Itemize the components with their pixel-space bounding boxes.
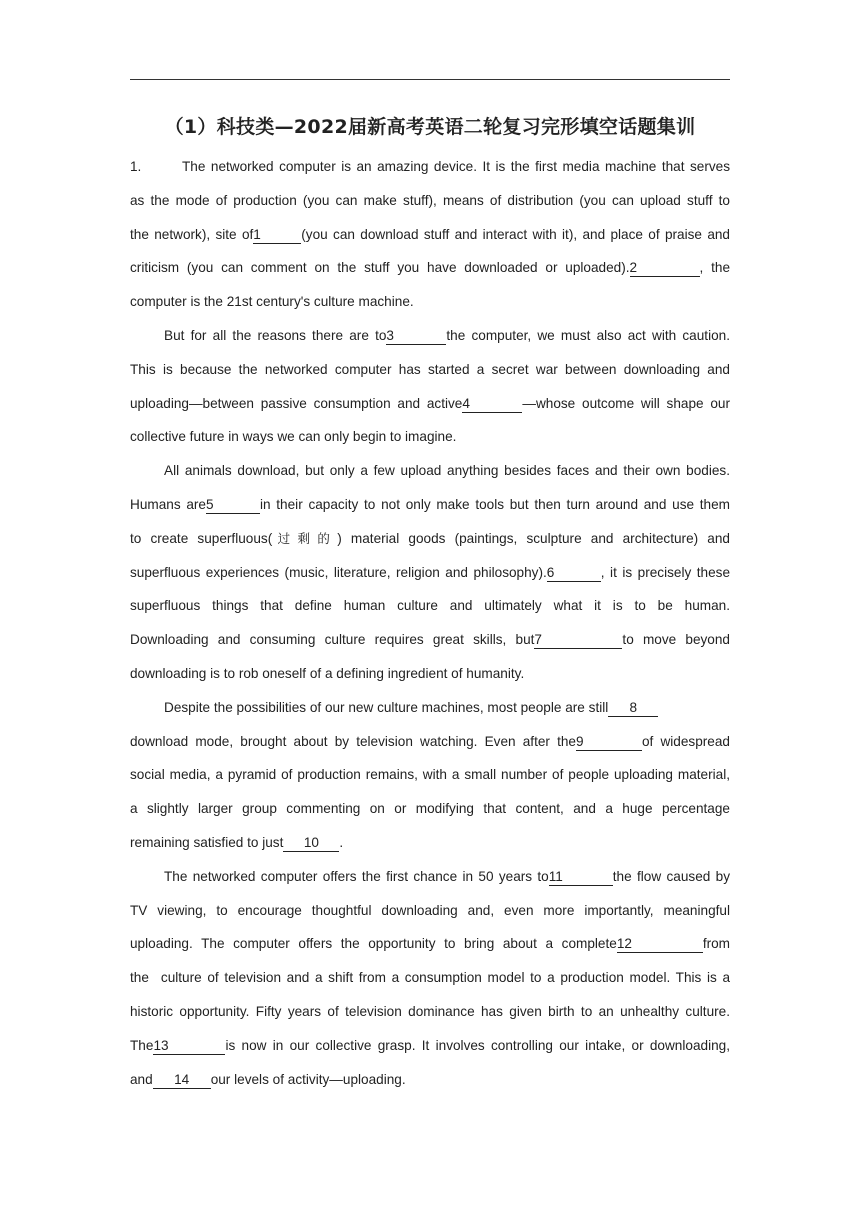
- passage-line: All animals download, but only a few upload anything besides faces and their own bodies.: [164, 463, 730, 479]
- header-rule: [130, 79, 730, 80]
- passage-line: uploading. The computer offers the opportunity to bring about a complete12 from: [130, 936, 730, 952]
- passage-line: uploading—between passive consumption and active4 —whose outcome will shape our: [130, 395, 730, 411]
- passage-line: But for all the reasons there are to3 the computer, we must also act with caution.: [164, 327, 730, 343]
- passage-line: social media, a pyramid of production remains, with a small number of people uploading material,: [130, 767, 730, 783]
- blank-2[interactable]: 2: [630, 260, 700, 277]
- passage-line: to create superfluous(过剩的) material goods (paintings, sculpture and architecture) and: [130, 530, 730, 546]
- blank-5[interactable]: 5: [206, 497, 260, 514]
- passage-line: The networked computer offers the first chance in 50 years to11 the flow caused by: [164, 868, 730, 884]
- passage-line: This is because the networked computer has started a secret war between downloading and: [130, 361, 730, 377]
- blank-12[interactable]: 12: [617, 936, 703, 953]
- passage-line: downloading is to rob oneself of a defining ingredient of humanity.: [130, 665, 525, 681]
- blank-10[interactable]: 10: [283, 835, 339, 852]
- blank-8[interactable]: 8: [608, 700, 658, 717]
- passage-line: Downloading and consuming culture requires great skills, but7 to move beyond: [130, 632, 730, 648]
- passage-line: criticism (you can comment on the stuff you have downloaded or uploaded).2 , the: [130, 260, 730, 276]
- passage-line: superfluous experiences (music, literature, religion and philosophy).6 , it is precisely these: [130, 564, 730, 580]
- blank-11[interactable]: 11: [549, 869, 613, 886]
- passage-line: a slightly larger group commenting on or modifying that content, and a huge percentage: [130, 801, 730, 817]
- passage-line: download mode, brought about by television watching. Even after the9 of widespread: [130, 733, 730, 749]
- passage-line: Humans are5 in their capacity to not only make tools but then turn around and use them: [130, 496, 730, 512]
- passage-line: the culture of television and a shift from a consumption model to a production model. This is a: [130, 970, 730, 986]
- passage: [130, 150, 730, 1096]
- blank-9[interactable]: 9: [576, 734, 642, 751]
- blank-1[interactable]: 1: [253, 227, 301, 244]
- blank-13[interactable]: 13: [153, 1038, 225, 1055]
- blank-7[interactable]: 7: [534, 632, 622, 649]
- passage-line: TV viewing, to encourage thoughtful downloading and, even more importantly, meaningful: [130, 902, 730, 918]
- passage-line: the network), site of1 (you can download stuff and interact with it), and place of praise and: [130, 226, 730, 242]
- passage-line: superfluous things that define human culture and ultimately what it is to be human.: [130, 598, 730, 614]
- passage-line: computer is the 21st century's culture machine.: [130, 294, 414, 310]
- passage-line: as the mode of production (you can make stuff), means of distribution (you can upload stuff to: [130, 192, 730, 208]
- passage-line: 1. The networked computer is an amazing device. It is the first media machine that serves: [130, 150, 730, 184]
- blank-6[interactable]: 6: [547, 565, 601, 582]
- page-title: （1）科技类—2022届新高考英语二轮复习完形填空话题集训: [164, 116, 696, 138]
- passage-line: The13 is now in our collective grasp. It involves controlling our intake, or downloading,: [130, 1037, 730, 1053]
- chinese-gloss: 过剩的: [272, 530, 338, 546]
- blank-3[interactable]: 3: [386, 328, 446, 345]
- passage-line: collective future in ways we can only begin to imagine.: [130, 429, 457, 445]
- passage-line: and 14 our levels of activity—uploading.: [130, 1071, 406, 1087]
- passage-line: historic opportunity. Fifty years of television dominance has given birth to an unhealthy culture.: [130, 1003, 730, 1019]
- passage-line: Despite the possibilities of our new culture machines, most people are still 8: [130, 691, 730, 725]
- blank-14[interactable]: 14: [153, 1072, 211, 1089]
- passage-line: remaining satisfied to just 10 .: [130, 834, 344, 850]
- blank-4[interactable]: 4: [462, 396, 522, 413]
- question-number: 1.: [130, 159, 142, 174]
